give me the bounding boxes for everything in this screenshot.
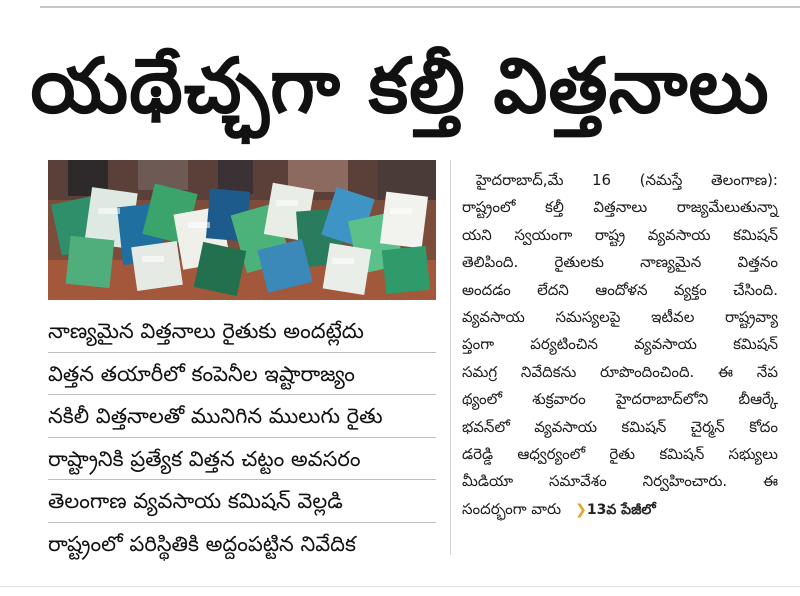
- article-body: [462, 167, 778, 524]
- dateline: హైదరాబాద్,మే 16 (నమస్తే తెలంగాణ):: [476, 171, 778, 189]
- body-line: అందడం లేదని ఆందోళన వ్యక్తం చేసింది.: [462, 280, 778, 299]
- body-line: వ్యవసాయ సమస్యలపై ఇటీవల రాష్ట్రవ్యా: [462, 308, 778, 327]
- body-line: ప్తంగా పర్యటించిన వ్యవసాయ కమిషన్: [462, 335, 778, 354]
- bottom-rule: [0, 586, 800, 587]
- top-rule: [40, 6, 800, 8]
- body-line: తెలిపింది. రైతులకు నాణ్యమైన విత్తనం: [462, 253, 778, 272]
- body-line: రాష్ట్రంలో కల్తీ విత్తనాలు రాజ్యమేలుతున్నా: [462, 198, 778, 217]
- body-line: డరెడ్డి ఆధ్వర్యంలో రైతు కమిషన్ సభ్యులు: [462, 445, 778, 464]
- body-line-text: సందర్భంగా వారు: [462, 499, 562, 518]
- deck-line: నాణ్యమైన విత్తనాలు రైతుకు అందట్లేదు: [48, 310, 436, 353]
- deck-line: రాష్ట్రంలో పరిస్థితికి అద్దంపట్టిన నివేదిక: [48, 531, 356, 556]
- deck-line: తెలంగాణ వ్యవసాయ కమిషన్ వెల్లడి: [48, 480, 436, 523]
- body-line: భవన్‌లో వ్యవసాయ కమిషన్ చైర్మన్ కోదం: [462, 417, 778, 436]
- body-line-last: [462, 496, 778, 524]
- body-line: సమగ్ర నివేదికను రూపొందించింది. ఈ నేప: [462, 362, 778, 381]
- body-line: మీడియా సమావేశం నిర్వహించారు. ఈ: [462, 472, 778, 491]
- body-line: థ్యంలో శుక్రవారం హైదరాబాద్‌లోని బీఆర్కే: [462, 390, 778, 409]
- seed-packets-photo: [48, 160, 436, 300]
- chevron-right-icon: ❯: [575, 501, 587, 518]
- deck-line: విత్తన తయారీలో కంపెనీల ఇష్టారాజ్యం: [48, 353, 436, 396]
- jump-label: 13వ పేజీలో: [586, 501, 656, 518]
- continued-on-page-link[interactable]: [575, 502, 656, 518]
- deck-line: నకిలీ విత్తనాలతో మునిగిన ములుగు రైతు: [48, 395, 436, 438]
- subheadline-deck: [48, 310, 436, 565]
- column-divider: [450, 160, 451, 555]
- deck-line: రాష్ట్రానికి ప్రత్యేక విత్తన చట్టం అవసరం: [48, 438, 436, 481]
- headline: యథేచ్ఛగా కల్తీ విత్తనాలు: [30, 41, 770, 130]
- body-line: యని స్వయంగా రాష్ట్ర వ్యవసాయ కమిషన్: [462, 225, 778, 244]
